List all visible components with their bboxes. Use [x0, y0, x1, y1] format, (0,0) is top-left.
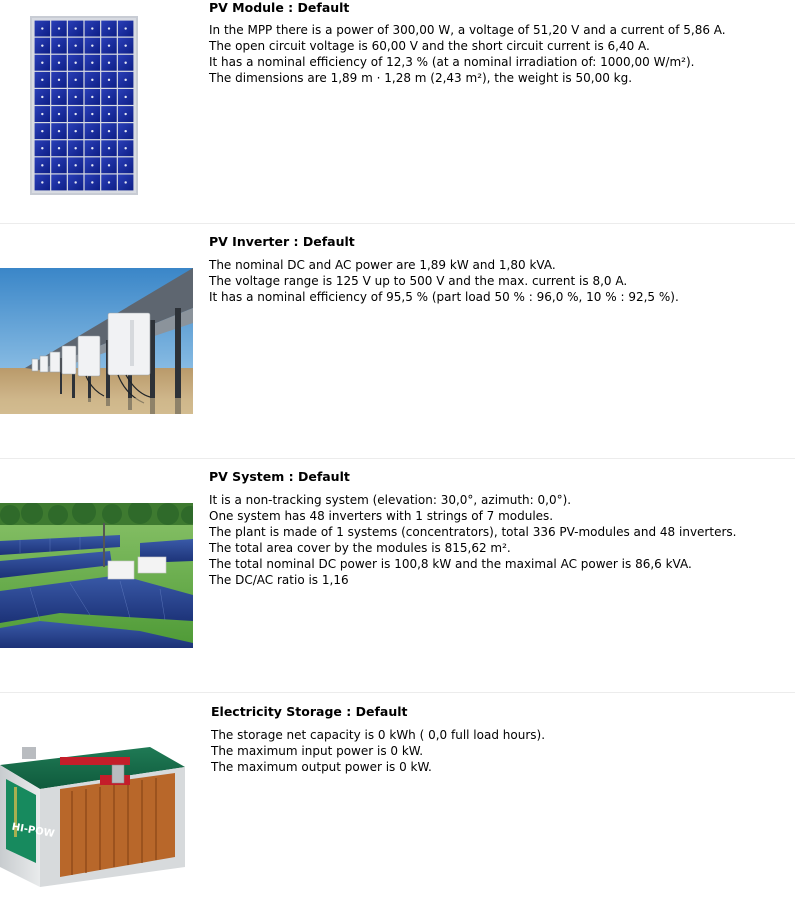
section-divider — [0, 458, 795, 459]
detail-line: The DC/AC ratio is 1,16 — [209, 573, 349, 587]
detail-line: The storage net capacity is 0 kWh ( 0,0 full load hours). — [211, 728, 546, 742]
pv-inverter-image — [0, 268, 193, 414]
detail-line: It has a nominal efficiency of 12,3 % (at a nominal irradiation of: 1000,00 W/m²). — [209, 55, 695, 69]
detail-line: The total nominal DC power is 100,8 kW and the maximal AC power is 86,6 kVA. — [209, 557, 692, 571]
detail-line: The nominal DC and AC power are 1,89 kW and 1,80 kVA. — [209, 258, 556, 272]
pv-module-image — [30, 16, 138, 195]
section-divider — [0, 223, 795, 224]
storage-title: Electricity Storage : Default — [211, 704, 408, 719]
detail-line: In the MPP there is a power of 300,00 W, a voltage of 51,20 V and a current of 5,86 A. — [209, 23, 726, 37]
detail-line: It is a non-tracking system (elevation: 30,0°, azimuth: 0,0°). — [209, 493, 572, 507]
battery-image — [0, 727, 190, 887]
pv-system-title: PV System : Default — [209, 469, 350, 484]
detail-line: The voltage range is 125 V up to 500 V and the max. current is 8,0 A. — [209, 274, 628, 288]
battery-brand-label: HI-POW — [10, 821, 56, 840]
pv-module-title: PV Module : Default — [209, 0, 350, 15]
pv-system-image — [0, 503, 193, 648]
section-divider — [0, 692, 795, 693]
detail-line: The dimensions are 1,89 m · 1,28 m (2,43 m²), the weight is 50,00 kg. — [209, 71, 633, 85]
detail-line: The total area cover by the modules is 815,62 m². — [209, 541, 511, 555]
detail-line: The plant is made of 1 systems (concentrators), total 336 PV-modules and 48 inverters. — [209, 525, 737, 539]
detail-line: It has a nominal efficiency of 95,5 % (part load 50 % : 96,0 %, 10 % : 92,5 %). — [209, 290, 679, 304]
pv-system-details — [209, 492, 736, 588]
detail-line: The maximum input power is 0 kW. — [211, 744, 424, 758]
detail-line: One system has 48 inverters with 1 strings of 7 modules. — [209, 509, 554, 523]
storage-details — [211, 727, 545, 775]
detail-line: The open circuit voltage is 60,00 V and the short circuit current is 6,40 A. — [209, 39, 650, 53]
pv-module-details — [209, 22, 726, 86]
pv-inverter-title: PV Inverter : Default — [209, 234, 355, 249]
pv-inverter-details — [209, 257, 679, 305]
detail-line: The maximum output power is 0 kW. — [211, 760, 432, 774]
